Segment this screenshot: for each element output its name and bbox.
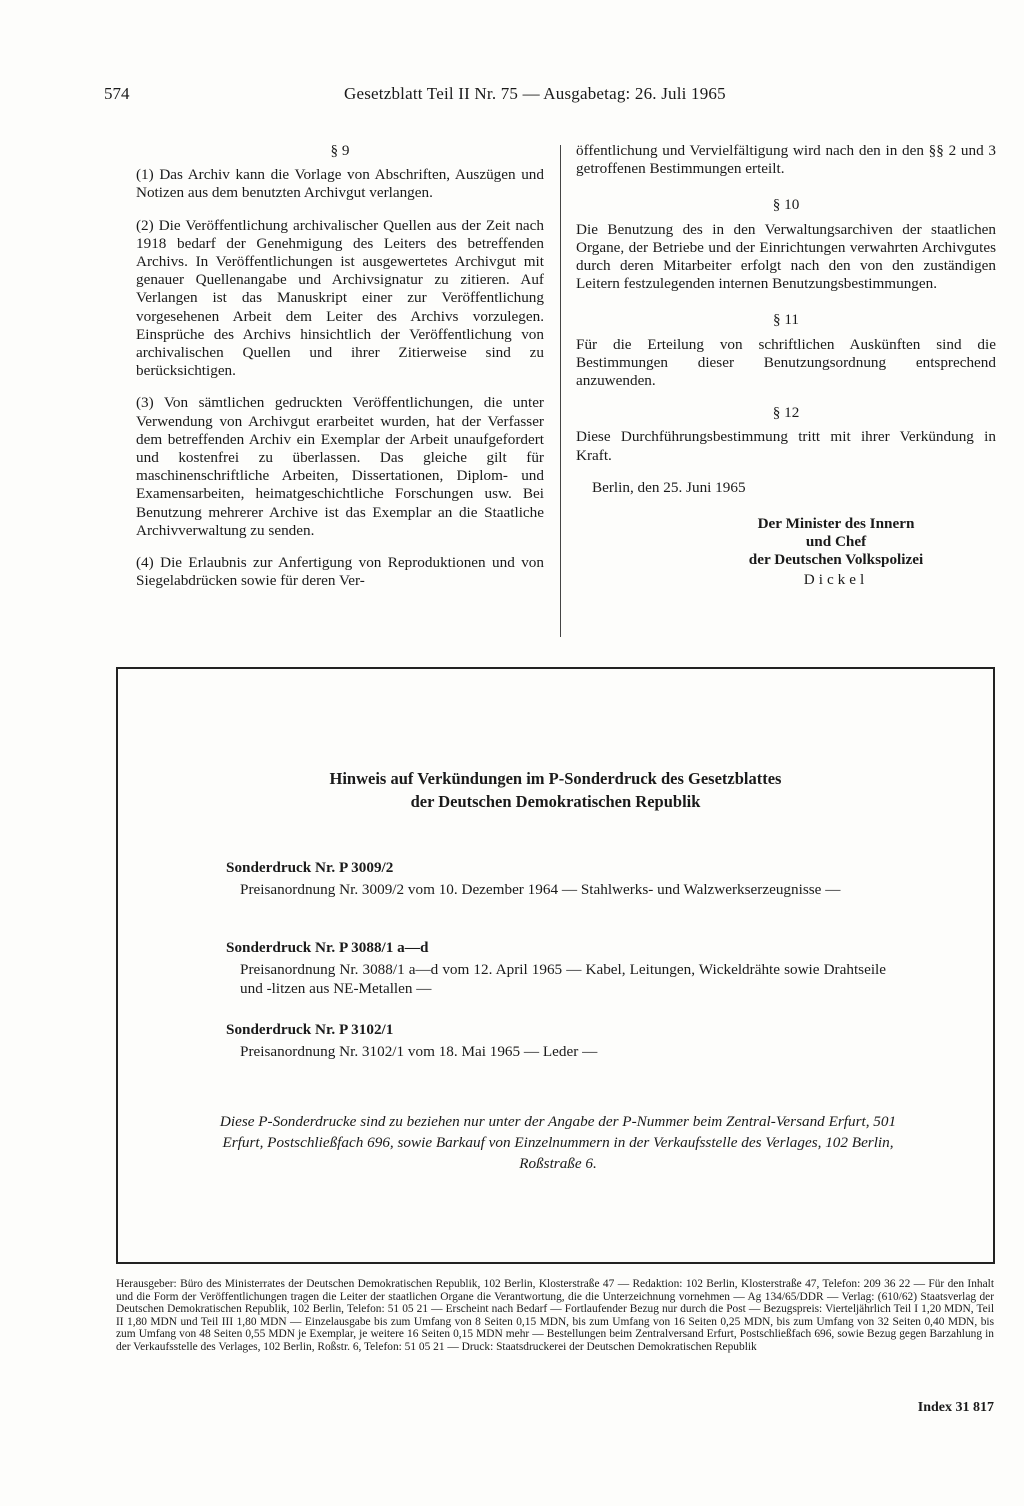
notice-title: [118, 767, 993, 813]
section-9-paragraph-2: (2) Die Veröffentlichung archivalischer Quellen aus der Zeit nach 1918 bedarf der Genehmigung des Leiters des betreffenden Archivs. In Veröffentlichungen ist ausgewertetes Archivgut mit genauer Quellenangabe und Archivsignatur zu zitieren. Auf Verlangen ist das Manuskript einer zur Veröffentlichung vorgesehenen Arbeit dem Leiter des Archivs vorzulegen. Einsprüche des Archivs hinsichtlich der Veröffentlichung von archivalischen Quellen und ihrer Zitierweise sind zu berücksichtigen.: [136, 216, 544, 380]
section-9-paragraph-4: (4) Die Erlaubnis zur Anfertigung von Reproduktionen und von Siegelabdrücken sowie für deren Ver-: [136, 554, 544, 590]
notice-title-line-2: der Deutschen Demokratischen Republik: [410, 792, 701, 811]
notice-entry-text: Preisanordnung Nr. 3009/2 vom 10. Dezember 1964 — Stahlwerks- und Walzwerkserzeugnisse —: [240, 881, 841, 899]
column-divider: [560, 145, 561, 637]
section-11-heading: § 11: [772, 311, 799, 329]
section-12-text: Diese Durchführungsbestimmung tritt mit ihrer Verkündung in Kraft.: [576, 428, 996, 464]
signature-line-2: und Chef: [805, 533, 867, 551]
notice-entry-title: Sonderdruck Nr. P 3009/2: [226, 859, 394, 876]
index-number: Index 31 817: [917, 1400, 994, 1415]
signature-line-1: Der Minister des Innern: [757, 515, 915, 533]
section-12-heading: § 12: [772, 404, 800, 422]
notice-entry-3: [226, 1021, 886, 1062]
notice-entry-1: [226, 859, 886, 900]
signature-place-date: Berlin, den 25. Juni 1965: [592, 478, 746, 496]
notice-entry-text: Preisanordnung Nr. 3102/1 vom 18. Mai 1965 — Leder —: [240, 1043, 598, 1061]
section-11-text: Für die Erteilung von schriftlichen Auskünften sind die Bestimmungen dieser Benutzungsordnung entsprechend anzuwenden.: [576, 335, 996, 390]
notice-title-line-1: Hinweis auf Verkündungen im P-Sonderdruck des Gesetzblattes: [329, 769, 782, 788]
right-column: [576, 142, 996, 589]
notice-entry-2: [226, 939, 886, 998]
page-number: 574: [104, 84, 130, 103]
section-9-paragraph-1: (1) Das Archiv kann die Vorlage von Abschriften, Auszügen und Notizen aus dem benutzten Archivgut verlangen.: [136, 166, 544, 202]
page-header: [104, 84, 996, 110]
notice-entry-title: Sonderdruck Nr. P 3088/1 a—d: [226, 939, 429, 956]
header-title: Gesetzblatt Teil II Nr. 75 — Ausgabetag: 26. Juli 1965: [344, 84, 726, 103]
imprint-text: Herausgeber: Büro des Ministerrates der Deutschen Demokratischen Republik, 102 Berlin, Klosterstraße 47 — Redaktion: 102 Berlin, Klosterstraße 47, Telefon: 209 36 22 — Für den Inhalt und die Form der Veröffentlichungen tragen die Leiter der staatlichen Organe die Verantwortung, die die Unterzeichnung vornehmen — Ag 134/65/DDR — Verlag: (610/62) Staatsverlag der Deutschen Demokratischen Republik, 102 Berlin, Telefon: 51 05 21 — Erscheint nach Bedarf — Fortlaufender Bezug nur durch die Post — Bezugspreis: Vierteljährlich Teil I 1,20 MDN, Teil II 1,80 MDN und Teil III 1,80 MDN — Einzelausgabe bis zum Umfang von 8 Seiten 0,15 MDN, bis zum Umfang von 16 Seiten 0,25 MDN, bis zum Umfang von 32 Seiten 0,40 MDN, bis zum Umfang von 48 Seiten 0,55 MDN je Exemplar, je weitere 16 Seiten 0,15 MDN mehr — Bestellungen beim Zentralversand Erfurt, Postschließfach 696, sowie Bezug gegen Barzahlung in der Verkaufsstelle des Verlages, 102 Berlin, Roßstr. 6, Telefon: 51 05 21 — Druck: Staatsdruckerei der Deutschen Demokratischen Republik: [116, 1278, 994, 1353]
signature-line-3: der Deutschen Volkspolizei: [748, 551, 924, 569]
section-10-heading: § 10: [772, 196, 800, 214]
signature-block: [676, 515, 996, 569]
left-column: [136, 142, 544, 604]
signatory-name: Dickel: [803, 571, 869, 589]
section-9-continuation: öffentlichung und Vervielfältigung wird nach den in den §§ 2 und 3 getroffenen Bestimmungen erteilt.: [576, 142, 996, 178]
section-9-paragraph-3: (3) Von sämtlichen gedruckten Veröffentlichungen, die unter Verwendung von Archivgut erarbeitet wurden, hat der Verfasser dem betreffenden Archiv ein Exemplar der Arbeit unaufgefordert und kostenfrei zu überlassen. Das gleiche gilt für maschinenschriftliche Arbeiten, Dissertationen, Diplom- und Examensarbeiten, heimatgeschichtliche Forschungen usw. Bei Benutzung mehrerer Archive ist das Exemplar an die Staatliche Archivverwaltung zu senden.: [136, 394, 544, 539]
notice-entry-text: Preisanordnung Nr. 3088/1 a—d vom 12. April 1965 — Kabel, Leitungen, Wickeldrähte sowie Drahtseile und -litzen aus NE-Metallen —: [240, 961, 886, 997]
section-9-heading: § 9: [330, 142, 350, 159]
notice-entry-title: Sonderdruck Nr. P 3102/1: [226, 1021, 394, 1038]
notice-box: [116, 667, 995, 1264]
section-10-text: Die Benutzung des in den Verwaltungsarchiven der staatlichen Organe, der Betriebe und der Einrichtungen verwahrten Archivgutes durch deren Mitarbeiter erfolgt nach den von den zuständigen Leitern festzulegenden internen Benutzungsbestimmungen.: [576, 220, 996, 293]
notice-ordering-note: Diese P-Sonderdrucke sind zu beziehen nur unter der Angabe der P-Nummer beim Zentral-Versand Erfurt, 501 Erfurt, Postschließfach 696, sowie Barkauf von Einzelnummern in der Verkaufsstelle des Verlages, 102 Berlin, Roßstraße 6.: [219, 1113, 897, 1172]
